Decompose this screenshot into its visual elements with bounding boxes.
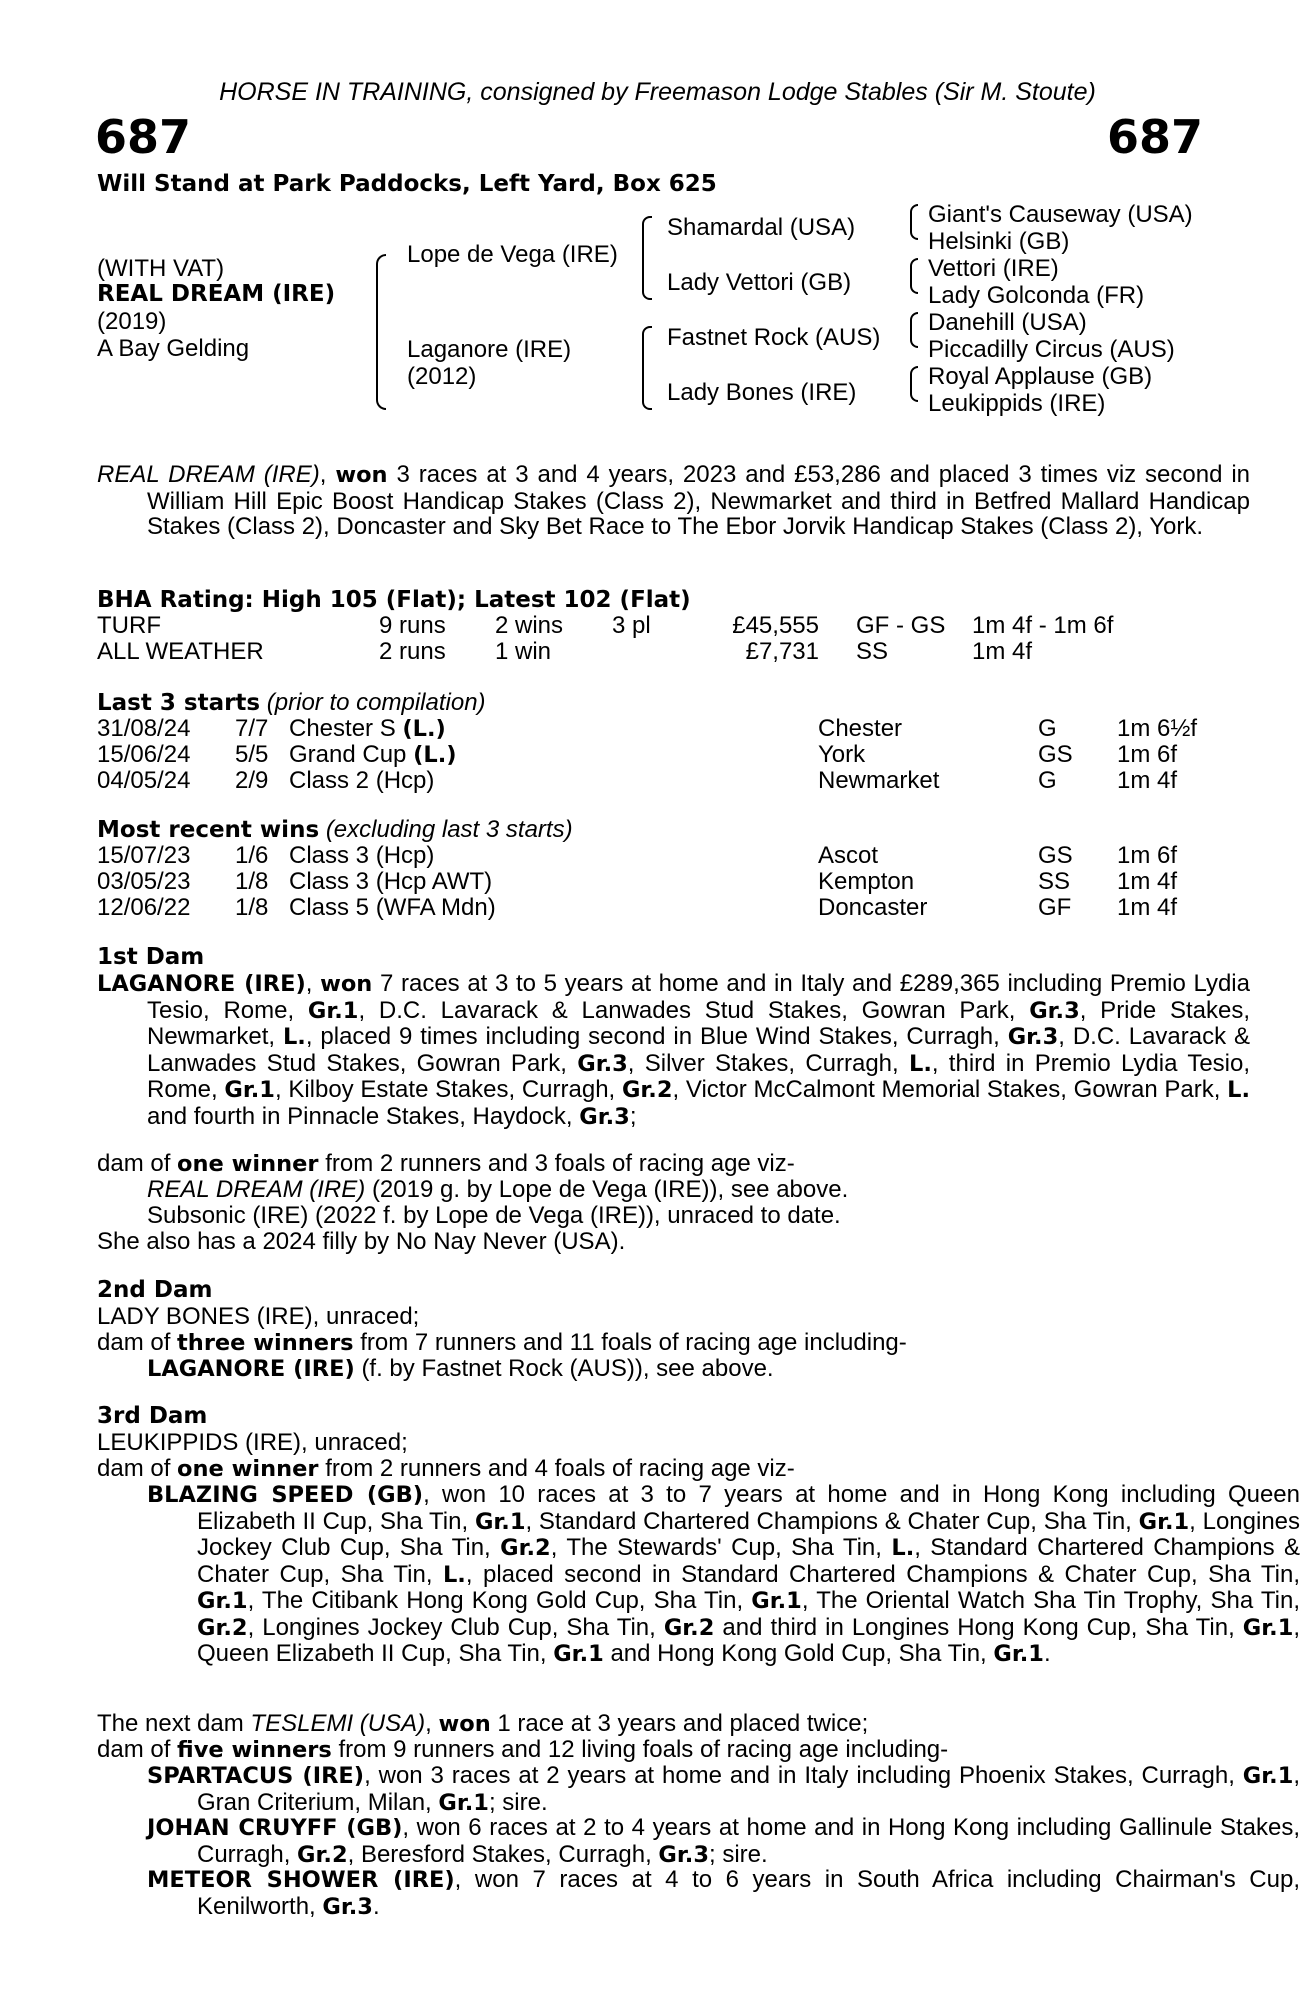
summary-won: won [335,462,388,488]
progeny-name: BLAZING SPEED (GB) [147,1482,424,1508]
win-date: 15/07/23 [97,842,191,869]
rating-distance: 1m 4f [972,638,1033,665]
recent-heading [97,817,573,844]
progeny-name: METEOR SHOWER (IRE) [147,1867,455,1893]
summary-text: 3 races at 3 and 4 years, 2023 and £53,286 and placed 3 times viz second in William Hill Epic Boost Handicap Stakes (Class 2), Newmarket and third in Betfred Mallard Handicap Stakes (Class 2), Doncaster and Sky Bet Race to The Ebor Jorvik Handicap Stakes (Class 2), York. [147,461,1251,540]
grade-badge: Gr.1 [553,1641,604,1667]
pedigree-brace-g1 [910,204,918,240]
grade-badge: Gr.1 [1138,1508,1190,1535]
dam1-title: 1st Dam [97,944,205,970]
rating-runs: 9 runs [379,612,446,639]
dam1-text: ; [629,1102,637,1130]
progeny-text: , Longines Jockey Club Cup, Sha Tin, [197,1507,1301,1561]
progeny-text: , won 3 races at 2 years at home and in Italy including Phoenix Stakes, Curragh, [364,1762,1235,1789]
next-dam-text: 1 race at 3 years and placed twice; [497,1710,869,1737]
progeny-text: , Gran Criterium, Milan, [197,1762,1301,1816]
progeny-text: . [1043,1640,1051,1667]
dam1-record: LAGANORE (IRE), won 7 races at 3 to 5 years at home and in Italy and £289,365 including Premio Lydia Tesio, Rome, Gr.1, D.C. Lavarack & Lanwades Stud Stakes, Gowran Park, Gr.3, Pride Stakes, Newmarket, L., placed 9 times including second in Blue Wind Stakes, Curragh, Gr.3, D.C. Lavarack & Lanwades Stud Stakes, Gowran Park, Gr.3, Silver Stakes, Curragh, L., third in Premio Lydia Tesio, Rome, Gr.1, Kilboy Estate Stakes, Curragh, Gr.2, Victor McCalmont Memorial Stakes, Gowran Park, L. and fourth in Pinnacle Stakes, Haydock, Gr.3; [97,970,1251,1130]
recent-subtitle: (excluding last 3 starts) [325,816,573,843]
win-distance: 1m 6f [1117,842,1178,869]
ggd-4: Leukippids (IRE) [928,390,1106,417]
progeny-text: (2019 g. by Lope de Vega (IRE)), see above. [371,1176,849,1203]
dam-name: Laganore (IRE) [407,336,572,363]
rating-wins: 1 win [495,638,552,665]
ggs-4: Royal Applause (GB) [928,363,1153,390]
pedigree-brace-g4 [910,366,918,402]
progeny-name: SPARTACUS (IRE) [147,1763,365,1789]
dam-year: (2012) [407,363,477,390]
progeny-name: JOHAN CRUYFF (GB) [147,1815,403,1841]
recent-row [0,869,1315,895]
horse-vat: (WITH VAT) [97,255,225,282]
start-course: Chester [818,715,903,742]
start-going: G [1038,767,1057,794]
start-race-tag: (L.) [402,716,446,742]
start-distance: 1m 6½f [1117,715,1198,742]
win-race: Class 5 (WFA Mdn) [289,894,496,921]
progeny-text: , Beresford Stakes, Curragh, [347,1840,652,1868]
produce-text: from 7 runners and 11 foals of racing age including- [360,1329,907,1356]
start-course: York [818,741,866,768]
start-going: GS [1038,741,1073,768]
grade-badge: Gr.3 [322,1893,373,1920]
rating-surface: TURF [97,612,161,639]
win-position: 1/8 [235,894,269,921]
dam1-text: , third in Premio Lydia Tesio, Rome, [147,1049,1251,1103]
dam2-record: LADY BONES (IRE), unraced; [97,1303,420,1330]
progeny-text: , Standard Chartered Champions & Chater Cup, Sha Tin, [197,1534,1301,1588]
progeny-item [147,1177,848,1203]
progeny-record [97,1815,1300,1868]
winners-count: one winner [177,1151,319,1177]
win-race: Class 3 (Hcp AWT) [289,868,493,895]
progeny-text: , won 10 races at 3 to 7 years at home and in Hong Kong including Queen Elizabeth II Cup, Sha Tin, [197,1481,1300,1535]
dam-of-label: dam of [97,1150,171,1177]
progeny-text: , Longines Jockey Club Cup, Sha Tin, [247,1613,656,1641]
dam1-text: , D.C. Lavarack & Lanwades Stud Stakes, Gowran Park, [358,996,1016,1024]
win-distance: 1m 4f [1117,894,1178,921]
grade-badge: Gr.3 [1007,1024,1059,1050]
dam1-text: , Silver Stakes, Curragh, [627,1049,899,1077]
dam1-note: She also has a 2024 filly by No Nay Never (USA). [97,1228,626,1255]
pedigree-brace-g2 [910,258,918,294]
grade-badge: Gr.3 [658,1841,709,1868]
winners-count: three winners [177,1330,354,1356]
dam3-record: LEUKIPPIDS (IRE), unraced; [97,1429,408,1456]
lot-number-left: 687 [95,110,192,164]
summary-horse-name: REAL DREAM (IRE) [97,461,320,488]
lot-number-right: 687 [1106,110,1203,164]
grade-badge: Gr.2 [197,1614,248,1641]
last3-row [0,768,1315,794]
grade-badge: Gr.1 [1242,1614,1294,1641]
grade-badge: Gr.1 [197,1588,248,1614]
dam2-produce [97,1330,907,1357]
progeny-text: (f. by Fastnet Rock (AUS)), see above. [361,1355,774,1382]
progeny-text: , placed second in Standard Chartered Champions & Chater Cup, Sha Tin, [465,1560,1301,1588]
grade-badge: Gr.2 [663,1614,715,1641]
rating-placed: 3 pl [612,612,651,639]
start-going: G [1038,715,1057,742]
start-race: Class 2 (Hcp) [289,767,435,794]
sire-sire: Shamardal (USA) [667,214,856,241]
recent-row [0,843,1315,869]
grade-badge: L. [908,1050,932,1077]
produce-text: from 2 runners and 3 foals of racing age viz- [325,1150,795,1177]
horse-year: (2019) [97,308,167,335]
stable-location: Will Stand at Park Paddocks, Left Yard, Box 625 [97,171,717,197]
progeny-text: , won 6 races at 2 to 4 years at home and in Hong Kong including Gallinule Stakes, Curragh, [197,1814,1300,1868]
progeny-record [97,1763,1300,1816]
start-position: 5/5 [235,741,269,768]
produce-text: from 9 runners and 12 living foals of racing age including- [338,1736,949,1763]
rating-prize: £45,555 [732,612,819,639]
ggd-1: Helsinki (GB) [928,228,1070,255]
produce-text: from 2 runners and 4 foals of racing age viz- [325,1455,795,1482]
bha-rating-title: BHA Rating: High 105 (Flat); Latest 102 (Flat) [97,587,691,613]
progeny-text: , Standard Chartered Champions & Chater Cup, Sha Tin, [525,1507,1132,1535]
race-summary: REAL DREAM (IRE), won 3 races at 3 and 4 years, 2023 and £53,286 and placed 3 times viz second in William Hill Epic Boost Handicap Stakes (Class 2), Newmarket and third in Betfred Mallard Handicap Stakes (Class 2), Doncaster and Sky Bet Race to The Ebor Jorvik Handicap Stakes (Class 2), York. [97,461,1251,540]
grade-badge: Gr.2 [297,1841,348,1868]
progeny-text: ; sire. [708,1840,768,1868]
dam-dam: Lady Bones (IRE) [667,379,857,406]
start-race-name: Chester S [289,715,396,742]
winners-count: five winners [177,1737,332,1763]
progeny-text: ; sire. [488,1788,548,1816]
grade-badge: Gr.3 [1029,997,1080,1024]
win-position: 1/8 [235,868,269,895]
grade-badge: Gr.1 [1242,1763,1294,1789]
horse-description: A Bay Gelding [97,335,250,362]
progeny-item [147,1356,774,1383]
progeny-name: REAL DREAM (IRE) [147,1176,366,1203]
progeny-record [97,1482,1300,1668]
progeny-text: , Queen Elizabeth II Cup, Sha Tin, [197,1613,1301,1667]
start-race [289,742,457,769]
start-race-tag: (L.) [413,742,457,768]
rating-runs: 2 runs [379,638,446,665]
start-date: 31/08/24 [97,715,191,742]
start-distance: 1m 4f [1117,767,1178,794]
start-date: 15/06/24 [97,741,191,768]
grade-badge: Gr.1 [307,997,359,1024]
start-distance: 1m 6f [1117,741,1178,768]
pedigree-brace-main [376,254,386,410]
winners-count: one winner [177,1456,319,1482]
win-race: Class 3 (Hcp) [289,842,435,869]
sire-dam: Lady Vettori (GB) [667,269,852,296]
dam1-text: , Kilboy Estate Stakes, Curragh, [274,1076,616,1103]
rating-going: GF - GS [856,612,946,639]
consignor-header: HORSE IN TRAINING, consigned by Freemason Lodge Stables (Sir M. Stoute) [219,78,1096,106]
dam3-title: 3rd Dam [97,1403,208,1429]
dam1-text: , Pride Stakes, Newmarket, [147,996,1251,1050]
progeny-text: , The Oriental Watch Sha Tin Trophy, Sha Tin, [801,1587,1300,1614]
grade-badge: L. [282,1024,306,1050]
dam1-won: won [320,971,373,997]
dam-sire: Fastnet Rock (AUS) [667,324,881,351]
rating-row-aw [0,639,1315,665]
progeny-name: LAGANORE (IRE) [147,1356,355,1382]
last3-subtitle: (prior to compilation) [266,689,486,716]
grade-badge: Gr.2 [621,1077,673,1103]
pedigree-brace-dam [642,326,652,410]
progeny-text: , The Stewards' Cup, Sha Tin, [550,1534,882,1561]
dam1-text: and fourth in Pinnacle Stakes, Haydock, [147,1102,573,1130]
win-course: Ascot [818,842,879,869]
rating-wins: 2 wins [495,612,564,639]
start-race-name: Grand Cup [289,741,407,768]
ggs-2: Vettori (IRE) [928,255,1059,282]
win-course: Kempton [818,868,915,895]
rating-row-turf [0,613,1315,639]
win-going: GF [1038,894,1072,921]
win-position: 1/6 [235,842,269,869]
recent-title: Most recent wins [97,817,320,843]
rating-going: SS [856,638,889,665]
start-course: Newmarket [818,767,940,794]
win-course: Doncaster [818,894,928,921]
ggd-2: Lady Golconda (FR) [928,282,1145,309]
last3-row [0,742,1315,768]
progeny-text: . [372,1892,380,1920]
grade-badge: Gr.1 [224,1077,275,1103]
dam1-text: , D.C. Lavarack & Lanwades Stud Stakes, Gowran Park, [147,1023,1251,1077]
win-date: 03/05/23 [97,868,191,895]
next-dam-won: won [438,1711,491,1737]
grade-badge: Gr.1 [474,1508,526,1535]
grade-badge: Gr.3 [579,1103,630,1130]
pedigree-brace-g3 [910,312,918,348]
progeny-item: Subsonic (IRE) (2022 f. by Lope de Vega (IRE)), unraced to date. [147,1202,841,1229]
ggd-3: Piccadilly Circus (AUS) [928,336,1175,363]
rating-prize: £7,731 [745,638,819,665]
grade-badge: Gr.1 [751,1588,802,1614]
next-dam-record: The next dam TESLEMI (USA), won 1 race at 3 years and placed twice; [97,1710,869,1737]
dam1-name: LAGANORE (IRE) [97,971,306,997]
ggs-1: Giant's Causeway (USA) [928,201,1193,228]
progeny-record [97,1867,1300,1920]
grade-badge: Gr.1 [438,1789,489,1816]
grade-badge: L. [442,1561,466,1588]
grade-badge: L. [891,1535,915,1561]
last3-title: Last 3 starts [97,690,261,716]
win-date: 12/06/22 [97,894,191,921]
sire-name: Lope de Vega (IRE) [407,241,618,268]
last3-heading [97,690,486,717]
win-distance: 1m 4f [1117,868,1178,895]
horse-name: REAL DREAM (IRE) [97,281,336,307]
dam1-text: 7 races at 3 to 5 years at home and in Italy and £289,365 including Premio Lydia Tesio, Rome, [147,970,1250,1024]
progeny-text: and third in Longines Hong Kong Cup, Sha Tin, [722,1613,1235,1641]
dam-of-label: dam of [97,1455,171,1482]
grade-badge: Gr.2 [500,1535,551,1561]
dam1-produce [97,1151,795,1178]
progeny-text: , The Citibank Hong Kong Gold Cup, Sha Tin, [247,1587,744,1614]
dam-of-label: dam of [97,1736,171,1763]
rating-distance: 1m 4f - 1m 6f [972,612,1114,639]
rating-surface: ALL WEATHER [97,638,264,665]
start-race [289,716,446,743]
pedigree-brace-sire [642,216,652,300]
dam-of-label: dam of [97,1329,171,1356]
progeny-text: and Hong Kong Gold Cup, Sha Tin, [610,1640,987,1667]
last3-row [0,716,1315,742]
ggs-3: Danehill (USA) [928,309,1087,336]
grade-badge: Gr.1 [993,1641,1044,1667]
next-dam-label: The next dam [97,1710,244,1737]
start-position: 7/7 [235,715,269,742]
dam3-produce [97,1456,795,1483]
next-dam-produce [97,1737,948,1764]
next-dam-name: TESLEMI (USA) [250,1710,426,1737]
grade-badge: Gr.3 [577,1050,628,1077]
dam2-title: 2nd Dam [97,1277,213,1303]
start-position: 2/9 [235,767,269,794]
recent-row [0,895,1315,921]
progeny-text: , won 7 races at 4 to 6 years in South Africa including Chairman's Cup, Kenilworth, [197,1866,1300,1920]
win-going: SS [1038,868,1071,895]
grade-badge: L. [1227,1077,1250,1103]
win-going: GS [1038,842,1073,869]
dam1-text: , Victor McCalmont Memorial Stakes, Gowran Park, [672,1076,1221,1103]
start-date: 04/05/24 [97,767,191,794]
dam1-text: , placed 9 times including second in Blue Wind Stakes, Curragh, [305,1023,1000,1050]
